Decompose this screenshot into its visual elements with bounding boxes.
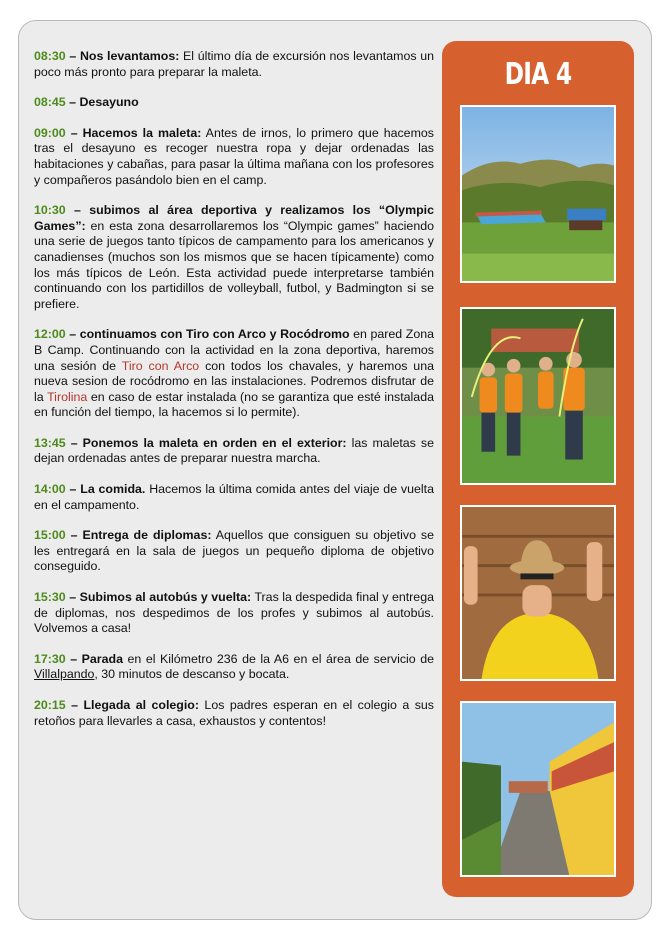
entry-1200	[34, 327, 434, 421]
villalpando-link[interactable]: Villalpando	[34, 667, 95, 682]
photo-archery	[460, 307, 616, 485]
entry-heading: – Parada	[65, 651, 123, 666]
entry-time: 20:15	[34, 698, 66, 712]
entry-heading: – Subimos al autobús y vuelta:	[65, 590, 252, 605]
entry-heading: – Entrega de diplomas:	[65, 528, 212, 543]
photo-path	[460, 701, 616, 877]
entry-time: 09:00	[34, 125, 66, 140]
entry-text: Aquellos que consiguen su objetivo se les entregará en la sala de juegos un pequeño diploma de objetivo conseguido.	[34, 528, 434, 574]
entry-text: Los padres esperan en el colegio a sus retoños para llevarles a casa, exhaustos y contentos!	[34, 698, 434, 728]
entry-1500	[34, 528, 434, 575]
entry-heading: – continuamos con Tiro con Arco y Rocódromo	[65, 327, 350, 342]
entry-text: en el Kilómetro 236 de la A6 en el área de servicio de	[122, 651, 434, 666]
entry-heading: – Hacemos la maleta:	[65, 125, 202, 140]
entry-1400	[34, 482, 434, 513]
entry-1530	[34, 590, 434, 637]
entry-1345	[34, 436, 434, 467]
itinerary-text	[34, 49, 434, 744]
entry-0845	[34, 95, 434, 111]
photo-monitor	[460, 505, 616, 681]
entry-time: 08:45	[34, 95, 66, 110]
entry-text: en esta zona desarrollaremos los “Olympic games” haciendo una serie de juegos tanto típicos de campamento para los americanos y canadienses (muchos son los mismos que se hacen típicamente) como los más típicos de León. Esta actividad puede interpretarse también continuando con los partidillos de volleyball, futbol, y Badmington si se prefiere.	[34, 218, 434, 311]
entry-text: El último día de excursión nos levantamos un poco más pronto para preparar la maleta.	[34, 49, 434, 79]
tirolina-link[interactable]: Tirolina	[47, 389, 88, 404]
entry-text: Antes de irnos, lo primero que hacemos tras el desayuno es recoger nuestra ropa y dejar ordenadas las habitaciones y cabañas, para pasar la última mañana con los profesores y compañeros pasándolo bien en el camp.	[34, 125, 434, 187]
entry-1030	[34, 203, 434, 312]
entry-0900	[34, 126, 434, 188]
entry-heading: – Desayuno	[65, 95, 139, 110]
entry-time: 15:30	[34, 590, 66, 605]
entry-text: en caso de estar instalada (no se garantiza que esté instalada en función del tiempo, la hacemos si lo permite).	[34, 389, 434, 420]
entry-heading: – Nos levantamos:	[65, 49, 180, 63]
entry-time: 13:45	[34, 435, 66, 450]
entry-heading: – subimos al área deportiva y realizamos los “Olympic Games”:	[34, 203, 434, 233]
tiro-con-arco-link[interactable]: Tiro con Arco	[121, 358, 200, 373]
entry-heading: – La comida.	[65, 482, 146, 497]
entry-time: 12:00	[34, 327, 66, 342]
entry-time: 10:30	[34, 203, 66, 218]
photo-landscape	[460, 105, 616, 283]
entry-text: en pared Zona B Camp. Continuando con la actividad en la zona deportiva, haremos una sesión de	[34, 327, 435, 373]
entry-2015	[34, 698, 434, 729]
entry-1730	[34, 652, 434, 683]
entry-text: con todos los chavales, y haremos una nueva sesion de rocódromo en las instalaciones. Podremos disfrutar de la	[34, 358, 434, 404]
entry-time: 14:00	[34, 482, 66, 497]
entry-time: 15:00	[34, 528, 66, 543]
entry-text: las maletas se dejan ordenadas antes de preparar nuestra marcha.	[34, 435, 434, 466]
entry-time: 08:30	[34, 49, 66, 63]
entry-heading: – Llegada al colegio:	[65, 698, 199, 712]
entry-text: Hacemos la última comida antes del viaje de vuelta en el campamento.	[34, 482, 434, 512]
entry-time: 17:30	[34, 651, 66, 666]
entry-text: , 30 minutos de descanso y bocata.	[94, 667, 290, 682]
entry-heading: – Ponemos la maleta en orden en el exterior:	[65, 435, 347, 450]
entry-0830	[34, 49, 434, 80]
day-title: DIA 4	[504, 57, 572, 92]
day-sidebar	[442, 41, 634, 897]
entry-text: Tras la despedida final y entrega de diplomas, nos despedimos de los profes y subimos al autobús. Volvemos a casa!	[34, 590, 434, 636]
